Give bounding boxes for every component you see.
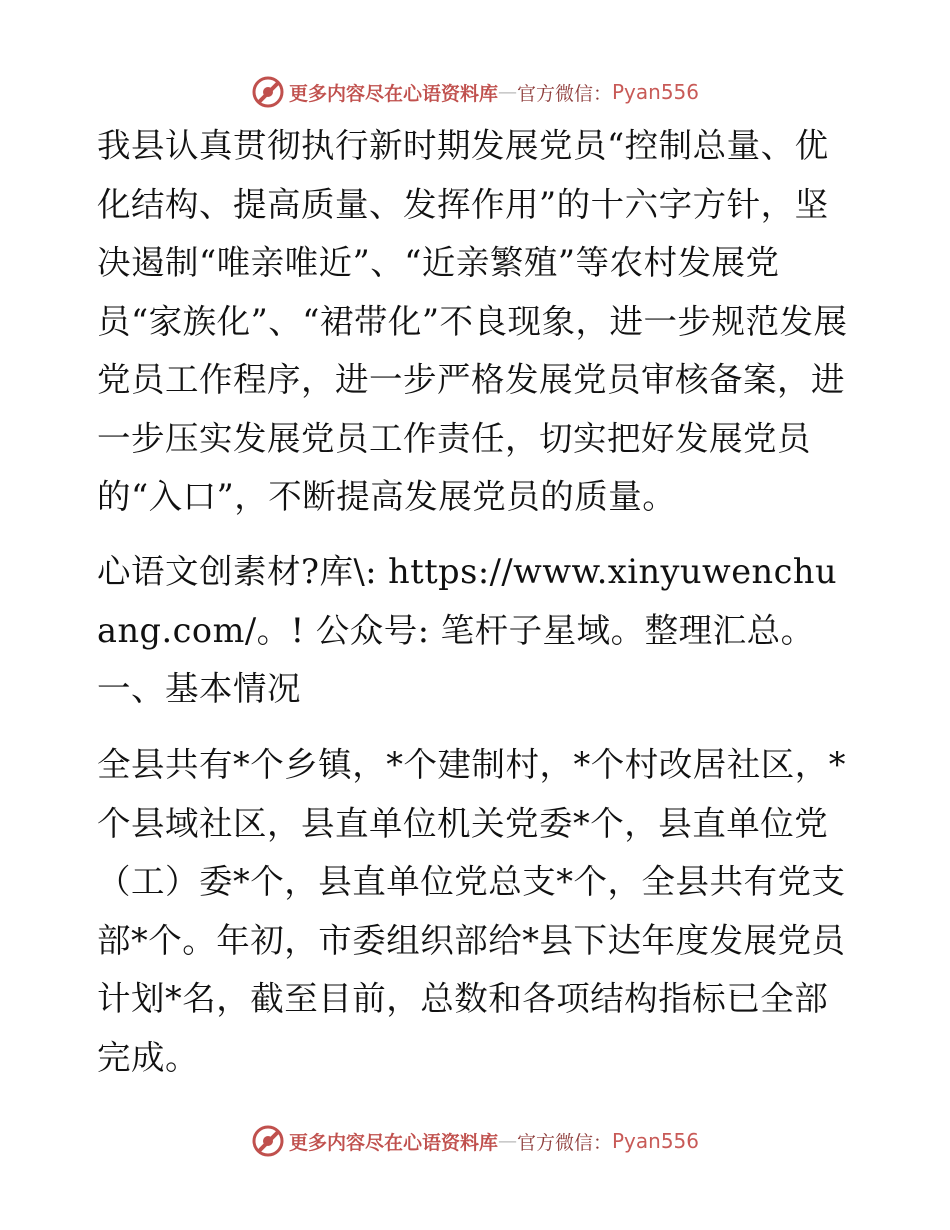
watermark-title: 更多内容尽在心语资料库 (288, 82, 498, 105)
brand-logo-icon (251, 75, 285, 109)
watermark-dash: — (497, 1130, 517, 1152)
watermark-wechat-id: Pyan556 (612, 1129, 700, 1153)
paragraph-basic-info: 全县共有*个乡镇，*个建制村，*个村改居社区，*个县域社区，县直单位机关党委*个，县直单位党（工）委*个，县直单位党总支*个，全县共有党支部*个。年初，市委组织部给*县下达年度发展党员计划*名，截至目前，总数和各项结构指标已全部完成。 (97, 745, 846, 1077)
brand-logo-icon (251, 1124, 285, 1158)
footer-watermark (0, 1121, 950, 1161)
watermark-wechat-id: Pyan556 (612, 80, 700, 104)
paragraph-policy: 我县认真贯彻执行新时期发展党员“控制总量、优化结构、提高质量、发挥作用”的十六字方针，坚决遏制“唯亲唯近”、“近亲繁殖”等农村发展党员“家族化”、“裙带化”不良现象，进一步规范发展党员工作程序，进一步严格发展党员审核备案，进一步压实发展党员工作责任，切实把好发展党员的“入口”，不断提高发展党员的质量。 (97, 126, 848, 516)
watermark-dash: — (497, 81, 517, 103)
header-watermark (0, 72, 950, 112)
paragraph-source: 心语文创素材?库\: https://www.xinyuwenchuang.com/。! 公众号: 笔杆子星域。整理汇总。一、基本情况 (97, 552, 838, 708)
watermark-label: 官方微信： (516, 1131, 612, 1154)
watermark-label: 官方微信： (516, 82, 612, 105)
watermark-title: 更多内容尽在心语资料库 (288, 1131, 498, 1154)
